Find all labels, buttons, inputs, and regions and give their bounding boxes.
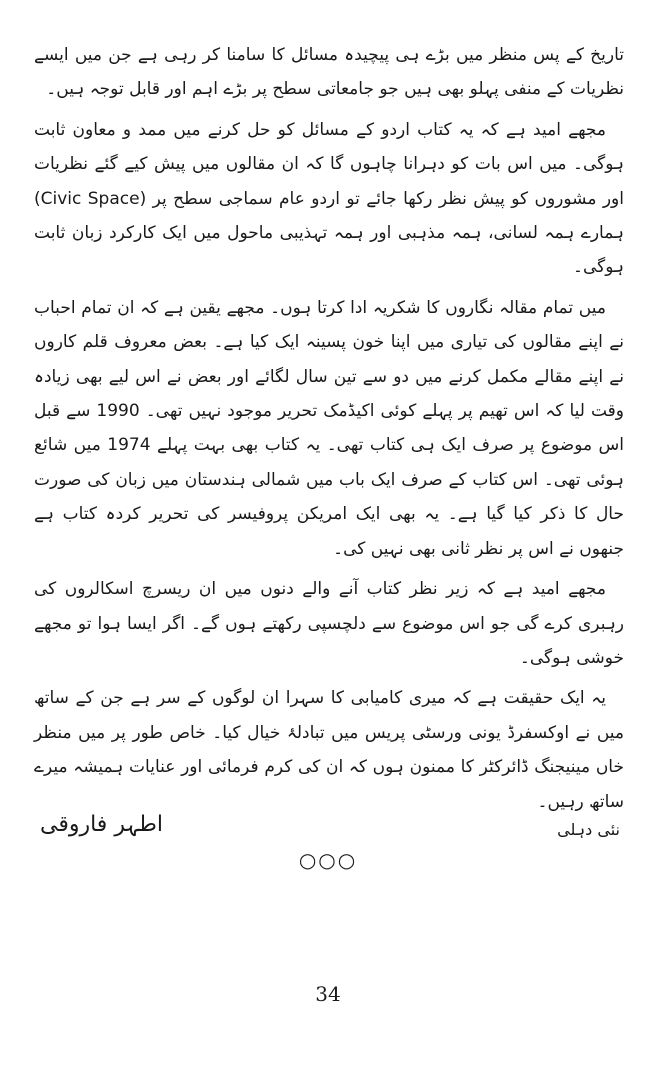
signoff-place: نئی دہلی [557,820,620,839]
paragraph-hope: مجھے امید ہے کہ یہ کتاب اردو کے مسائل کو حل کرنے میں ممد و معاون ثابت ہوگی۔ میں اس بات کو دہرانا چاہوں گا کہ ان مقالوں میں پیش کیے گئے نظریات اور مشوروں کو پیش نظر رکھا جائے تو اردو عام سماجی سطح پر (Civic Space) ہمارے ہمہ لسانی، ہمہ مذہبی اور ہمہ تہذیبی ماحول میں ایک کارکرد زبان ثابت ہوگی۔ [34,119,624,278]
paragraph-thanks: میں تمام مقالہ نگاروں کا شکریہ ادا کرتا ہوں۔ مجھے یقین ہے کہ ان تمام احباب نے اپنے مقالوں کی تیاری میں اپنا خون پسینہ ایک کیا ہے۔ بعض معروف قلم کاروں نے اپنے مقالے مکمل کرنے میں دو سے تین سال لگائے اور بعض نے اس لیے بھی زیادہ وقت لیا کہ اس تھیم پر پہلے کوئی اکیڈمک تحریر موجود نہیں تھی۔ 1990 سے قبل اس موضوع پر صرف ایک ہی کتاب تھی۔ یہ کتاب بھی بہت پہلے 1974 میں شائع ہوئی تھی۔ اس کتاب کے صرف ایک باب میں شمالی ہندستان میں زبان کی صورت حال کا ذکر کیا گیا ہے۔ یہ بھی ایک امریکن پروفیسر کی تحریر کردہ کتاب ہے جنھوں نے اس پر نظر ثانی بھی نہیں کی۔ [34,297,625,559]
section-ornament: ○○○ [298,848,358,872]
signoff [40,812,620,852]
paragraph-guidance: مجھے امید ہے کہ زیر نظر کتاب آنے والے دنوں میں ان ریسرچ اسکالروں کی رہبری کرے گی جو اس موضوع سے دلچسپی رکھتے ہوں گے۔ اگر ایسا ہوا تو مجھے خوشی ہوگی۔ [34,579,624,668]
page-body [34,38,624,825]
signoff-author: اطہر فاروقی [40,812,163,837]
paragraph-context: تاریخ کے پس منظر میں بڑے ہی پیچیدہ مسائل کا سامنا کر رہی ہے جن میں ایسے نظریات کے منفی پہلو بھی ہیں جو جامعاتی سطح پر بڑے اہم اور قابل توجہ ہیں۔ [34,45,624,100]
paragraph-acknowledgement: یہ ایک حقیقت ہے کہ میری کامیابی کا سہرا ان لوگوں کے سر ہے جن کے ساتھ میں نے اوکسفرڈ یونی ورسٹی پریس میں تبادلۂ خیال کیا۔ خاص طور پر میں منظر خاں مینیجنگ ڈائرکٹر کا ممنون ہوں کہ ان کی کرم فرمائی اور عنایات ہمیشہ میرے ساتھ رہیں۔ [34,688,624,812]
page-number: 34 [315,982,341,1006]
